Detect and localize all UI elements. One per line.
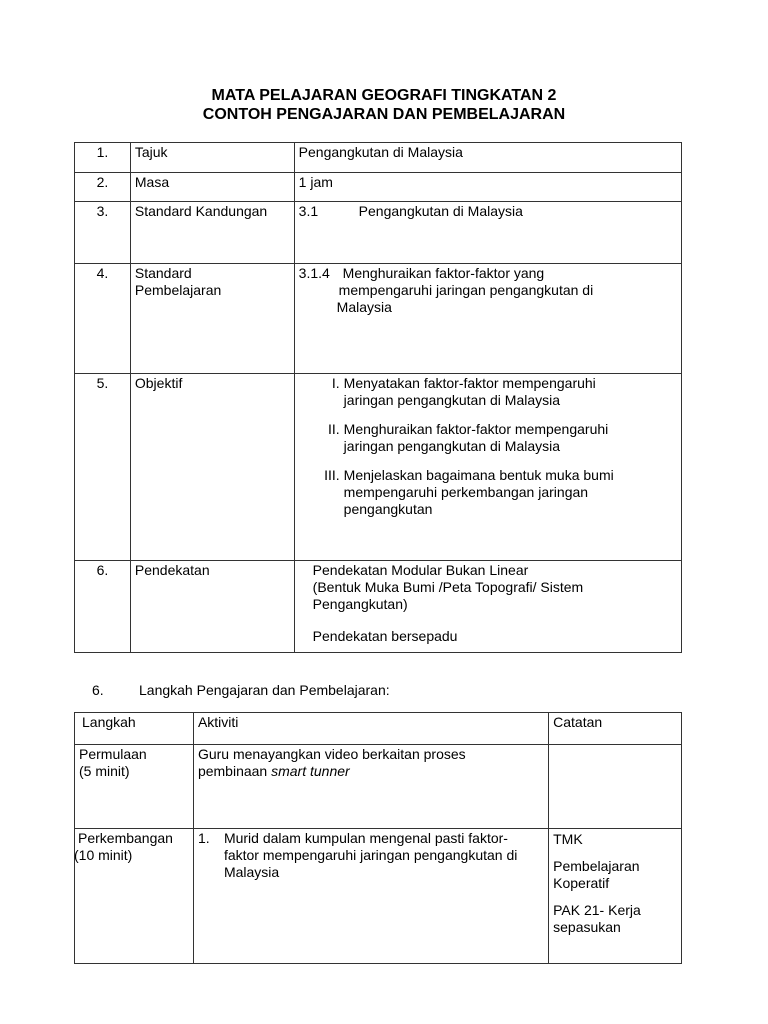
- row-value: [294, 561, 681, 653]
- page-title-line2: CONTOH PENGAJARAN DAN PEMBELAJARAN: [202, 106, 566, 123]
- activity-line: pembinaan: [197, 763, 272, 779]
- row-number: 5.: [75, 374, 131, 561]
- page-title-line1: MATA PELAJARAN GEOGRAFI TINGKATAN 2: [211, 87, 557, 104]
- row-value: [294, 264, 681, 374]
- value-line: Menghuraikan faktor-faktor yang: [342, 265, 545, 281]
- standard-code: 3.1.4: [298, 265, 330, 281]
- activity-line: Murid dalam kumpulan mengenal pasti faktor-: [223, 830, 508, 846]
- table-header-row: [75, 713, 682, 745]
- step-label: [75, 829, 194, 964]
- approach-line: Pengangkutan): [312, 596, 408, 612]
- table-row: [75, 829, 682, 964]
- objective-item: [299, 467, 677, 518]
- note-line: Koperatif: [553, 875, 610, 891]
- value-line: Malaysia: [336, 299, 392, 315]
- table-row: [75, 264, 682, 374]
- row-label: [130, 264, 294, 374]
- note-line: TMK: [553, 831, 583, 847]
- objective-number: III.: [324, 467, 340, 483]
- header-langkah: Langkah: [75, 713, 194, 745]
- objective-item: [299, 421, 677, 455]
- steps-table: [74, 712, 682, 964]
- row-label: Tajuk: [130, 143, 294, 173]
- row-number: 1.: [75, 143, 131, 173]
- objective-line: Menjelaskan bagaimana bentuk muka bumi: [343, 467, 614, 483]
- step-note: [549, 829, 682, 964]
- row-number: 6.: [75, 561, 131, 653]
- note-line: PAK 21- Kerja: [553, 902, 641, 918]
- step-activity: [193, 829, 548, 964]
- activity-line: Guru menayangkan video berkaitan proses: [197, 746, 466, 762]
- activity-italic: smart tunner: [271, 763, 350, 779]
- approach-line: (Bentuk Muka Bumi /Peta Topografi/ Sistem: [312, 579, 584, 595]
- objective-line: pengangkutan: [343, 501, 433, 517]
- activity-line: faktor mempengaruhi jaringan pengangkutan di: [223, 847, 518, 863]
- label-line: Standard: [134, 265, 192, 281]
- row-number: 4.: [75, 264, 131, 374]
- step-time: (5 minit): [79, 763, 130, 779]
- table-row: [75, 173, 682, 202]
- label-line: Pembelajaran: [134, 282, 222, 298]
- row-number: 2.: [75, 173, 131, 202]
- step-note: [549, 745, 682, 829]
- objective-item: [299, 375, 677, 409]
- activity-line: Malaysia: [223, 864, 280, 880]
- note-line: sepasukan: [553, 919, 621, 935]
- row-number: 3.: [75, 202, 131, 264]
- row-label: Objektif: [130, 374, 294, 561]
- row-value: 1 jam: [294, 173, 681, 202]
- standard-text: Pengangkutan di Malaysia: [358, 203, 523, 219]
- step-name: Perkembangan: [78, 830, 173, 846]
- table-row: [75, 745, 682, 829]
- steps-heading: [92, 682, 390, 698]
- standard-code: 3.1: [298, 203, 319, 219]
- item-number: 1.: [197, 830, 210, 846]
- table-row: [75, 143, 682, 173]
- objective-line: jaringan pengangkutan di Malaysia: [343, 438, 561, 454]
- objective-line: mempengaruhi perkembangan jaringan: [343, 484, 589, 500]
- header-aktiviti: Aktiviti: [193, 713, 548, 745]
- step-name: Permulaan: [79, 746, 147, 762]
- objective-number: II.: [328, 421, 340, 437]
- info-table: [74, 142, 682, 653]
- steps-heading-number: 6.: [92, 682, 104, 698]
- steps-heading-text: Langkah Pengajaran dan Pembelajaran:: [139, 682, 390, 698]
- row-value: [294, 202, 681, 264]
- header-catatan: Catatan: [549, 713, 682, 745]
- row-value: Pengangkutan di Malaysia: [294, 143, 681, 173]
- objective-line: Menghuraikan faktor-faktor mempengaruhi: [343, 421, 609, 437]
- step-time: (10 minit): [74, 847, 133, 863]
- approach-line: Pendekatan Modular Bukan Linear: [312, 562, 529, 578]
- list-item: [198, 830, 544, 881]
- objectives-list: [294, 374, 681, 561]
- approach-line: Pendekatan bersepadu: [312, 628, 458, 644]
- note-line: Pembelajaran: [553, 858, 640, 874]
- objective-line: Menyatakan faktor-faktor mempengaruhi: [343, 375, 596, 391]
- step-label: [75, 745, 194, 829]
- row-label: Masa: [130, 173, 294, 202]
- step-activity: [193, 745, 548, 829]
- table-row: [75, 561, 682, 653]
- table-row: [75, 374, 682, 561]
- row-label: Pendekatan: [130, 561, 294, 653]
- value-line: mempengaruhi jaringan pengangkutan di: [338, 282, 594, 298]
- row-label: Standard Kandungan: [130, 202, 294, 264]
- table-row: [75, 202, 682, 264]
- objective-number: I.: [331, 375, 340, 391]
- objective-line: jaringan pengangkutan di Malaysia: [343, 392, 561, 408]
